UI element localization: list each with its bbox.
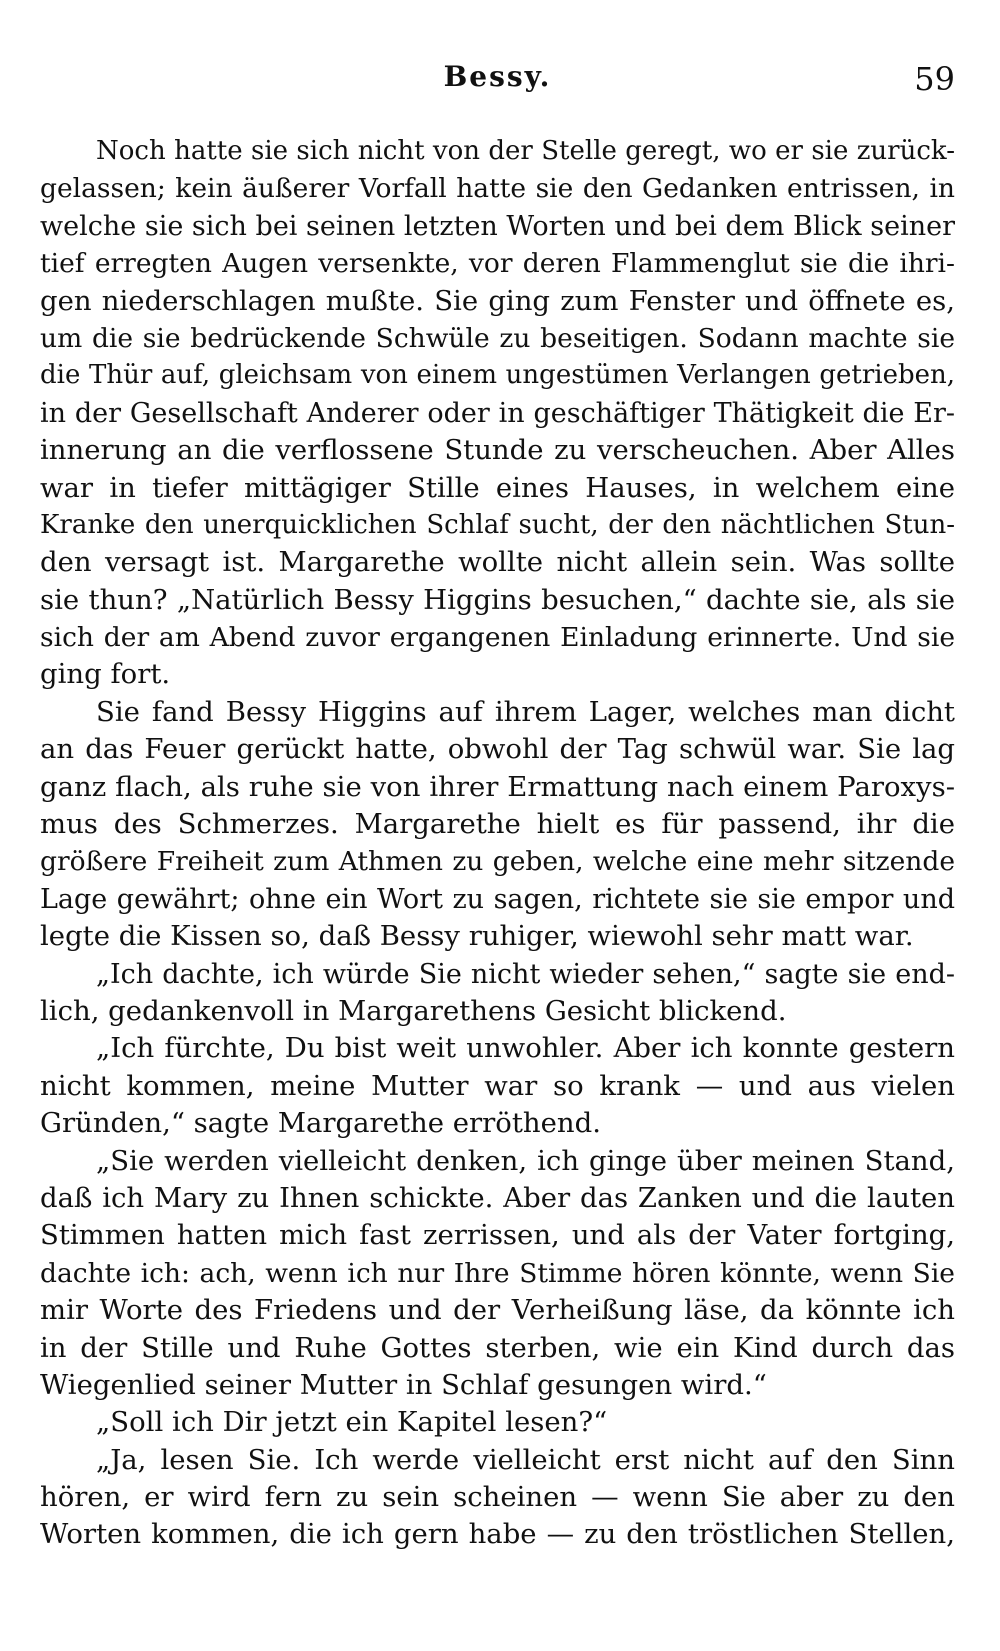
text-line: „Ja, lesen Sie. Ich werde vielleicht erst nicht auf den Sinn [96,1443,955,1476]
text-line: in der Stille und Ruhe Gottes sterben, wie ein Kind durch das [40,1331,955,1364]
text-line: gen niederschlagen mußte. Sie ging zum Fenster und öffnete es, [40,284,955,317]
paragraph [40,694,955,956]
paragraph [40,133,955,694]
text-line: dachte ich: ach, wenn ich nur Ihre Stimme hören könnte, wenn Sie [40,1257,955,1289]
text-line: an das Feuer gerückt hatte, obwohl der Tag schwül war. Sie lag [40,733,955,766]
text-line: hören, er wird fern zu sein scheinen — wenn Sie aber zu den [40,1481,955,1514]
text-line: „Ich fürchte, Du bist weit unwohler. Aber ich konnte gestern [96,1032,955,1065]
text-line: nicht kommen, meine Mutter war so krank — und aus vielen [40,1069,955,1102]
text-line: „Sie werden vielleicht denken, ich ginge über meinen Stand, [96,1144,955,1177]
text-line: sie thun? „Natürlich Bessy Higgins besuchen,“ dachte sie, als sie [40,583,955,616]
running-head: Bessy. [443,60,552,93]
paragraph [40,956,955,1031]
text-line: Stimmen hatten mich fast zerrissen, und als der Vater fortging, [40,1219,955,1252]
text-line: lich, gedankenvoll in Margarethens Gesicht blickend. [40,994,787,1027]
text-line: die Thür auf, gleichsam von einem ungestümen Verlangen getrieben, [40,360,955,391]
page-header [40,60,955,110]
text-line: legte die Kissen so, daß Bessy ruhiger, wiewohl sehr matt war. [40,920,914,953]
text-line: Sie fand Bessy Higgins auf ihrem Lager, welches man dicht [96,695,955,728]
text-line: Lage gewährt; ohne ein Wort zu sagen, richtete sie sie empor und [40,883,955,915]
text-line: größere Freiheit zum Athmen zu geben, welche eine mehr sitzende [40,846,955,878]
text-line: sich der am Abend zuvor ergangenen Einladung erinnerte. Und sie [40,622,955,654]
paragraph [40,1030,955,1142]
text-line: Wiegenlied seiner Mutter in Schlaf gesungen wird.“ [40,1368,767,1401]
text-line: ging fort. [40,658,171,691]
text-line: gelassen; kein äußerer Vorfall hatte sie den Gedanken entrissen, in [40,173,955,205]
text-line: Kranke den unerquicklichen Schlaf sucht, der den nächtlichen Stun- [40,509,955,540]
text-line: Gründen,“ sagte Margarethe erröthend. [40,1107,601,1140]
text-line: um die sie bedrückende Schwüle zu beseitigen. Sodann machte sie [40,322,955,354]
text-line: war in tiefer mittägiger Stille eines Hauses, in welchem eine [40,471,955,504]
paragraph [40,1404,955,1441]
text-line: tief erregten Augen versenkte, vor deren Flammenglut sie die ihri- [40,248,955,280]
text-line: innerung an die verflossene Stunde zu verscheuchen. Aber Alles [40,434,955,467]
text-line: mir Worte des Friedens und der Verheißung läse, da könnte ich [40,1294,955,1327]
text-line: in der Gesellschaft Anderer oder in geschäftiger Thätigkeit die Er- [40,397,955,429]
text-line: mus des Schmerzes. Margarethe hielt es für passend, ihr die [40,808,955,841]
text-line: welche sie sich bei seinen letzten Worten und bei dem Blick seiner [40,210,955,242]
text-line: den versagt ist. Margarethe wollte nicht allein sein. Was sollte [40,546,955,579]
body-text [40,133,955,1554]
text-line: „Ich dachte, ich würde Sie nicht wieder sehen,“ sagte sie end- [96,958,955,990]
page-number: 59 [914,60,955,98]
text-line: Worten kommen, die ich gern habe — zu den tröstlichen Stellen, [40,1518,955,1551]
text-line: daß ich Mary zu Ihnen schickte. Aber das Zanken und die lauten [40,1181,955,1214]
paragraph [40,1143,955,1405]
text-line: Noch hatte sie sich nicht von der Stelle geregt, wo er sie zurück- [96,136,955,166]
text-line: ganz flach, als ruhe sie von ihrer Ermattung nach einem Paroxys- [40,770,955,803]
text-line: „Soll ich Dir jetzt ein Kapitel lesen?“ [96,1406,608,1439]
paragraph [40,1442,955,1554]
